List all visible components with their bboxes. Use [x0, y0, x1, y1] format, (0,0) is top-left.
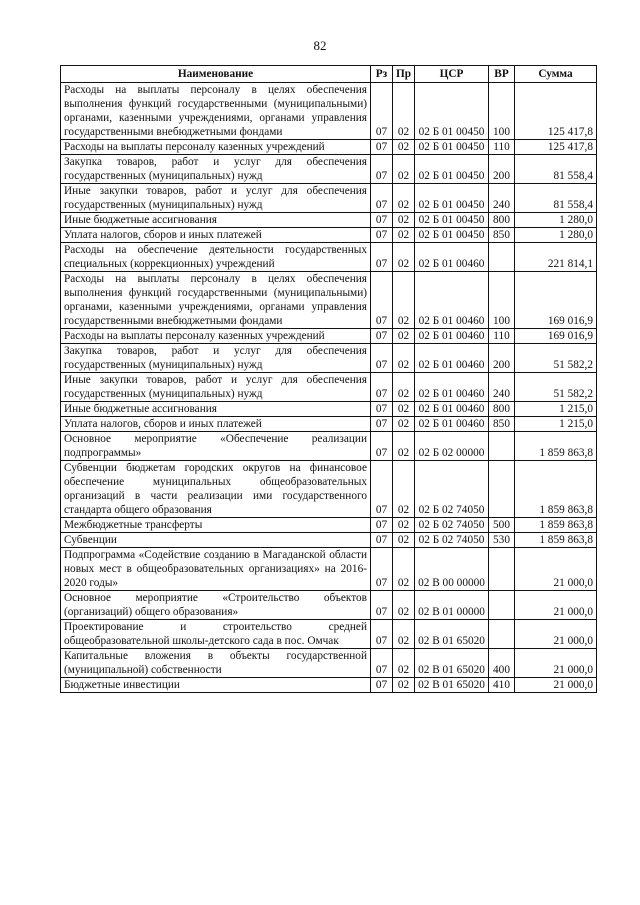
table-row	[61, 228, 597, 243]
row-rz-cell: 07	[371, 344, 393, 373]
table-row	[61, 591, 597, 620]
row-pr-cell: 02	[393, 432, 415, 461]
row-vr-cell: 100	[489, 272, 515, 329]
row-csr-cell: 02 Б 02 00000	[415, 432, 489, 461]
row-sum-cell: 1 215,0	[515, 417, 597, 432]
table-row	[61, 184, 597, 213]
row-rz-cell: 07	[371, 329, 393, 344]
row-name-cell: Проектирование и строительство средней общеобразовательной школы-детского сада в пос. Омчак	[61, 620, 371, 649]
row-sum-cell: 21 000,0	[515, 620, 597, 649]
table-row	[61, 373, 597, 402]
row-vr-cell: 100	[489, 83, 515, 140]
row-vr-cell	[489, 591, 515, 620]
table-row	[61, 402, 597, 417]
row-name-cell: Субвенции бюджетам городских округов на финансовое обеспечение муниципальных общеобразовательных организаций в части реализации ими государственного стандарта общего образования	[61, 461, 371, 518]
table-row	[61, 140, 597, 155]
row-name-cell: Уплата налогов, сборов и иных платежей	[61, 228, 371, 243]
row-csr-cell: 02 В 00 00000	[415, 548, 489, 591]
row-rz-cell: 07	[371, 518, 393, 533]
row-csr-cell: 02 В 01 00000	[415, 591, 489, 620]
row-name-cell: Расходы на выплаты персоналу казенных учреждений	[61, 140, 371, 155]
row-sum-cell: 125 417,8	[515, 140, 597, 155]
row-vr-cell: 240	[489, 184, 515, 213]
row-pr-cell: 02	[393, 678, 415, 693]
table-row	[61, 344, 597, 373]
table-row	[61, 461, 597, 518]
row-pr-cell: 02	[393, 140, 415, 155]
row-csr-cell: 02 Б 01 00460	[415, 344, 489, 373]
row-vr-cell: 110	[489, 140, 515, 155]
row-sum-cell: 21 000,0	[515, 678, 597, 693]
row-vr-cell: 400	[489, 649, 515, 678]
row-csr-cell: 02 В 01 65020	[415, 678, 489, 693]
page-number: 82	[313, 38, 327, 53]
row-name-cell: Основное мероприятие «Строительство объектов (организаций) общего образования»	[61, 591, 371, 620]
row-pr-cell: 02	[393, 373, 415, 402]
row-sum-cell: 1 859 863,8	[515, 518, 597, 533]
row-pr-cell: 02	[393, 548, 415, 591]
row-sum-cell: 221 814,1	[515, 243, 597, 272]
table-row	[61, 432, 597, 461]
row-csr-cell: 02 Б 01 00460	[415, 373, 489, 402]
row-rz-cell: 07	[371, 432, 393, 461]
row-sum-cell: 125 417,8	[515, 83, 597, 140]
table-row	[61, 272, 597, 329]
header-csr: ЦСР	[415, 66, 489, 83]
row-pr-cell: 02	[393, 591, 415, 620]
row-pr-cell: 02	[393, 329, 415, 344]
row-pr-cell: 02	[393, 243, 415, 272]
row-sum-cell: 1 859 863,8	[515, 533, 597, 548]
row-name-cell: Иные закупки товаров, работ и услуг для обеспечения государственных (муниципальных) нужд	[61, 184, 371, 213]
row-rz-cell: 07	[371, 184, 393, 213]
row-csr-cell: 02 Б 01 00450	[415, 83, 489, 140]
row-pr-cell: 02	[393, 649, 415, 678]
row-csr-cell: 02 Б 02 74050	[415, 518, 489, 533]
table-row	[61, 83, 597, 140]
row-vr-cell: 850	[489, 417, 515, 432]
row-vr-cell: 850	[489, 228, 515, 243]
row-csr-cell: 02 Б 01 00450	[415, 213, 489, 228]
row-pr-cell: 02	[393, 228, 415, 243]
row-csr-cell: 02 В 01 65020	[415, 649, 489, 678]
row-name-cell: Расходы на выплаты персоналу казенных учреждений	[61, 329, 371, 344]
table-row	[61, 533, 597, 548]
row-csr-cell: 02 Б 01 00450	[415, 228, 489, 243]
row-pr-cell: 02	[393, 518, 415, 533]
header-pr: Пр	[393, 66, 415, 83]
row-pr-cell: 02	[393, 620, 415, 649]
row-sum-cell: 1 280,0	[515, 228, 597, 243]
row-vr-cell: 200	[489, 344, 515, 373]
row-csr-cell: 02 В 01 65020	[415, 620, 489, 649]
table-row	[61, 417, 597, 432]
table-row	[61, 548, 597, 591]
table-row	[61, 213, 597, 228]
row-name-cell: Расходы на выплаты персоналу в целях обеспечения выполнения функций государственными (муниципальными) органами, казенными учреждениями, органами управления государственными внебюджетными фондами	[61, 83, 371, 140]
row-sum-cell: 1 859 863,8	[515, 432, 597, 461]
row-sum-cell: 1 859 863,8	[515, 461, 597, 518]
row-rz-cell: 07	[371, 591, 393, 620]
row-name-cell: Закупка товаров, работ и услуг для обеспечения государственных (муниципальных) нужд	[61, 344, 371, 373]
row-rz-cell: 07	[371, 417, 393, 432]
row-sum-cell: 21 000,0	[515, 548, 597, 591]
row-name-cell: Закупка товаров, работ и услуг для обеспечения государственных (муниципальных) нужд	[61, 155, 371, 184]
row-vr-cell	[489, 432, 515, 461]
row-vr-cell	[489, 243, 515, 272]
row-vr-cell	[489, 548, 515, 591]
row-csr-cell: 02 Б 02 74050	[415, 461, 489, 518]
row-rz-cell: 07	[371, 649, 393, 678]
table-row	[61, 620, 597, 649]
row-sum-cell: 21 000,0	[515, 591, 597, 620]
row-pr-cell: 02	[393, 184, 415, 213]
row-csr-cell: 02 Б 01 00460	[415, 402, 489, 417]
row-csr-cell: 02 Б 02 74050	[415, 533, 489, 548]
row-vr-cell	[489, 620, 515, 649]
row-sum-cell: 51 582,2	[515, 344, 597, 373]
budget-table	[60, 65, 597, 693]
row-pr-cell: 02	[393, 272, 415, 329]
row-pr-cell: 02	[393, 417, 415, 432]
row-csr-cell: 02 Б 01 00460	[415, 329, 489, 344]
header-rz: Рз	[371, 66, 393, 83]
row-pr-cell: 02	[393, 533, 415, 548]
row-sum-cell: 169 016,9	[515, 272, 597, 329]
row-rz-cell: 07	[371, 140, 393, 155]
row-pr-cell: 02	[393, 402, 415, 417]
row-rz-cell: 07	[371, 243, 393, 272]
row-rz-cell: 07	[371, 620, 393, 649]
row-rz-cell: 07	[371, 461, 393, 518]
row-sum-cell: 169 016,9	[515, 329, 597, 344]
row-csr-cell: 02 Б 01 00460	[415, 272, 489, 329]
table-row	[61, 243, 597, 272]
row-csr-cell: 02 Б 01 00450	[415, 155, 489, 184]
row-name-cell: Расходы на обеспечение деятельности государственных специальных (коррекционных) учреждений	[61, 243, 371, 272]
table-row	[61, 329, 597, 344]
row-vr-cell: 240	[489, 373, 515, 402]
table-row	[61, 155, 597, 184]
row-pr-cell: 02	[393, 83, 415, 140]
table-row	[61, 678, 597, 693]
row-vr-cell: 410	[489, 678, 515, 693]
header-sum: Сумма	[515, 66, 597, 83]
table-row	[61, 649, 597, 678]
row-rz-cell: 07	[371, 402, 393, 417]
row-csr-cell: 02 Б 01 00450	[415, 184, 489, 213]
row-name-cell: Подпрограмма «Содействие созданию в Магаданской области новых мест в общеобразовательных организациях» на 2016-2020 годы»	[61, 548, 371, 591]
row-vr-cell: 110	[489, 329, 515, 344]
row-sum-cell: 81 558,4	[515, 155, 597, 184]
row-name-cell: Иные закупки товаров, работ и услуг для обеспечения государственных (муниципальных) нужд	[61, 373, 371, 402]
table-header-row	[61, 66, 597, 83]
row-rz-cell: 07	[371, 678, 393, 693]
table-row	[61, 518, 597, 533]
row-vr-cell	[489, 461, 515, 518]
row-rz-cell: 07	[371, 155, 393, 184]
row-csr-cell: 02 Б 01 00460	[415, 417, 489, 432]
row-sum-cell: 1 215,0	[515, 402, 597, 417]
row-name-cell: Межбюджетные трансферты	[61, 518, 371, 533]
row-vr-cell: 200	[489, 155, 515, 184]
row-name-cell: Капитальные вложения в объекты государственной (муниципальной) собственности	[61, 649, 371, 678]
row-name-cell: Расходы на выплаты персоналу в целях обеспечения выполнения функций государственными (муниципальными) органами, казенными учреждениями, органами управления государственными внебюджетными фондами	[61, 272, 371, 329]
header-name: Наименование	[61, 66, 371, 83]
header-vr: ВР	[489, 66, 515, 83]
row-rz-cell: 07	[371, 272, 393, 329]
row-sum-cell: 51 582,2	[515, 373, 597, 402]
row-rz-cell: 07	[371, 228, 393, 243]
row-rz-cell: 07	[371, 83, 393, 140]
row-sum-cell: 1 280,0	[515, 213, 597, 228]
row-pr-cell: 02	[393, 213, 415, 228]
row-sum-cell: 21 000,0	[515, 649, 597, 678]
row-vr-cell: 500	[489, 518, 515, 533]
row-name-cell: Субвенции	[61, 533, 371, 548]
row-name-cell: Иные бюджетные ассигнования	[61, 402, 371, 417]
row-rz-cell: 07	[371, 213, 393, 228]
row-name-cell: Уплата налогов, сборов и иных платежей	[61, 417, 371, 432]
row-vr-cell: 800	[489, 402, 515, 417]
row-name-cell: Бюджетные инвестиции	[61, 678, 371, 693]
row-name-cell: Основное мероприятие «Обеспечение реализации подпрограммы»	[61, 432, 371, 461]
row-pr-cell: 02	[393, 155, 415, 184]
row-rz-cell: 07	[371, 533, 393, 548]
row-csr-cell: 02 Б 01 00450	[415, 140, 489, 155]
row-sum-cell: 81 558,4	[515, 184, 597, 213]
row-pr-cell: 02	[393, 461, 415, 518]
row-rz-cell: 07	[371, 373, 393, 402]
row-vr-cell: 800	[489, 213, 515, 228]
row-rz-cell: 07	[371, 548, 393, 591]
row-vr-cell: 530	[489, 533, 515, 548]
row-csr-cell: 02 Б 01 00460	[415, 243, 489, 272]
row-name-cell: Иные бюджетные ассигнования	[61, 213, 371, 228]
row-pr-cell: 02	[393, 344, 415, 373]
